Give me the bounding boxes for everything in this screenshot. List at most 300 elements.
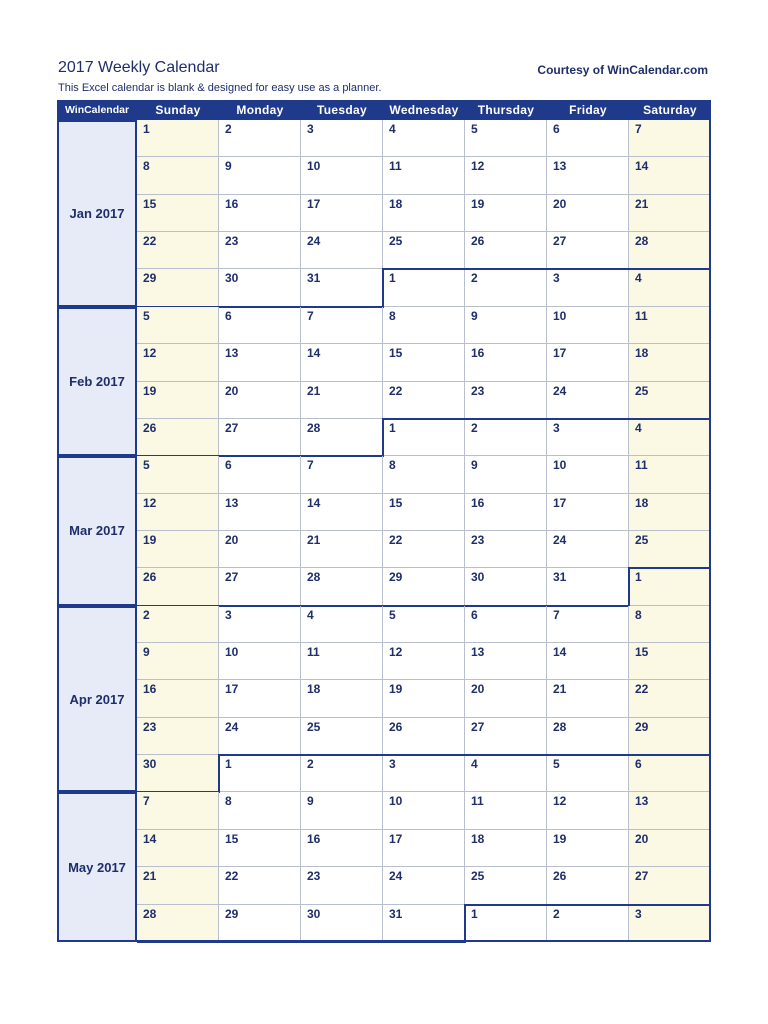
day-cell[interactable] <box>465 792 547 829</box>
day-number: 10 <box>307 159 321 174</box>
day-cell[interactable] <box>383 867 465 904</box>
day-number: 28 <box>553 719 567 734</box>
day-cell[interactable] <box>301 419 383 456</box>
day-cell[interactable] <box>629 419 711 456</box>
day-cell[interactable] <box>301 905 383 942</box>
day-cell[interactable] <box>629 606 711 643</box>
day-number: 24 <box>389 869 403 884</box>
day-cell[interactable] <box>465 157 547 194</box>
day-number: 8 <box>389 308 396 323</box>
day-number: 23 <box>471 383 485 398</box>
day-number: 21 <box>307 532 321 547</box>
day-number: 3 <box>389 757 396 772</box>
day-number: 26 <box>471 234 485 249</box>
day-number: 9 <box>307 794 314 809</box>
day-cell[interactable] <box>219 195 301 232</box>
day-number: 9 <box>143 645 150 660</box>
day-number: 25 <box>471 869 485 884</box>
day-cell[interactable] <box>383 643 465 680</box>
day-number: 17 <box>553 495 567 510</box>
day-number: 17 <box>307 196 321 211</box>
day-number: 23 <box>143 719 157 734</box>
day-number: 22 <box>635 682 649 697</box>
day-number: 14 <box>307 346 321 361</box>
day-cell[interactable] <box>383 157 465 194</box>
day-number: 6 <box>225 458 232 473</box>
day-number: 11 <box>635 308 648 323</box>
day-number: 21 <box>635 196 649 211</box>
day-cell[interactable] <box>301 867 383 904</box>
day-cell[interactable] <box>137 905 219 942</box>
day-cell[interactable] <box>301 643 383 680</box>
day-cell[interactable] <box>629 792 711 829</box>
day-cell[interactable] <box>547 680 629 717</box>
day-cell[interactable] <box>137 195 219 232</box>
day-cell[interactable] <box>465 905 547 942</box>
day-number: 5 <box>143 458 150 473</box>
day-number: 7 <box>553 607 560 622</box>
day-number: 16 <box>307 831 321 846</box>
day-number: 11 <box>471 794 484 809</box>
column-header-saturday: Saturday <box>643 103 697 117</box>
day-cell[interactable] <box>219 568 301 605</box>
day-cell[interactable] <box>219 456 301 493</box>
month-boundary-line <box>219 754 711 756</box>
day-cell[interactable] <box>219 120 301 157</box>
day-number: 27 <box>225 420 239 435</box>
day-number: 13 <box>471 645 485 660</box>
day-number: 2 <box>553 906 560 921</box>
day-cell[interactable] <box>465 643 547 680</box>
day-number: 12 <box>553 794 567 809</box>
day-cell[interactable] <box>547 830 629 867</box>
day-number: 8 <box>389 458 396 473</box>
day-cell[interactable] <box>547 494 629 531</box>
day-number: 20 <box>225 383 239 398</box>
day-cell[interactable] <box>383 419 465 456</box>
day-number: 3 <box>553 271 560 286</box>
day-cell[interactable] <box>547 269 629 306</box>
day-cell[interactable] <box>383 905 465 942</box>
day-number: 24 <box>225 719 239 734</box>
day-cell[interactable] <box>137 643 219 680</box>
day-number: 15 <box>635 645 649 660</box>
day-cell[interactable] <box>301 232 383 269</box>
day-cell[interactable] <box>383 680 465 717</box>
day-cell[interactable] <box>629 494 711 531</box>
day-number: 19 <box>389 682 403 697</box>
day-number: 15 <box>389 346 403 361</box>
day-number: 7 <box>635 122 642 136</box>
day-number: 17 <box>389 831 403 846</box>
day-cell[interactable] <box>301 531 383 568</box>
day-cell[interactable] <box>465 120 547 157</box>
day-number: 4 <box>635 420 642 435</box>
day-cell[interactable] <box>301 792 383 829</box>
day-cell[interactable] <box>219 419 301 456</box>
day-cell[interactable] <box>547 755 629 792</box>
day-cell[interactable] <box>301 680 383 717</box>
day-number: 12 <box>143 346 157 361</box>
month-label: Apr 2017 <box>57 606 137 793</box>
day-cell[interactable] <box>383 718 465 755</box>
day-cell[interactable] <box>629 643 711 680</box>
day-cell[interactable] <box>629 456 711 493</box>
day-number: 2 <box>471 271 478 286</box>
day-cell[interactable] <box>383 792 465 829</box>
day-cell[interactable] <box>547 867 629 904</box>
day-number: 26 <box>553 869 567 884</box>
day-cell[interactable] <box>547 344 629 381</box>
day-number: 15 <box>389 495 403 510</box>
day-cell[interactable] <box>301 307 383 344</box>
day-cell[interactable] <box>301 120 383 157</box>
day-cell[interactable] <box>383 195 465 232</box>
day-cell[interactable] <box>219 232 301 269</box>
day-number: 25 <box>389 234 403 249</box>
day-cell[interactable] <box>137 344 219 381</box>
day-cell[interactable] <box>219 382 301 419</box>
day-cell[interactable] <box>383 232 465 269</box>
day-cell[interactable] <box>629 531 711 568</box>
day-cell[interactable] <box>547 568 629 605</box>
day-cell[interactable] <box>219 344 301 381</box>
day-cell[interactable] <box>547 232 629 269</box>
day-cell[interactable] <box>547 456 629 493</box>
day-number: 8 <box>225 794 232 809</box>
day-cell[interactable] <box>629 568 711 605</box>
day-number: 20 <box>553 196 567 211</box>
day-number: 22 <box>225 869 239 884</box>
month-boundary-line <box>137 941 465 943</box>
day-number: 5 <box>389 607 396 622</box>
day-cell[interactable] <box>629 307 711 344</box>
day-cell[interactable] <box>301 195 383 232</box>
day-cell[interactable] <box>465 382 547 419</box>
day-number: 16 <box>143 682 157 697</box>
day-number: 4 <box>307 607 314 622</box>
day-number: 14 <box>143 831 157 846</box>
day-cell[interactable] <box>219 531 301 568</box>
day-cell[interactable] <box>219 718 301 755</box>
day-cell[interactable] <box>383 830 465 867</box>
day-cell[interactable] <box>219 867 301 904</box>
day-number: 31 <box>553 570 567 585</box>
day-cell[interactable] <box>629 232 711 269</box>
day-cell[interactable] <box>301 606 383 643</box>
day-cell[interactable] <box>137 232 219 269</box>
day-cell[interactable] <box>137 531 219 568</box>
day-cell[interactable] <box>219 643 301 680</box>
day-number: 31 <box>389 906 403 921</box>
day-cell[interactable] <box>465 568 547 605</box>
day-cell[interactable] <box>301 830 383 867</box>
day-cell[interactable] <box>137 867 219 904</box>
month-boundary-line <box>629 567 711 569</box>
day-cell[interactable] <box>629 830 711 867</box>
day-number: 26 <box>389 719 403 734</box>
column-header-friday: Friday <box>569 103 607 117</box>
day-cell[interactable] <box>383 120 465 157</box>
header-row <box>57 100 711 120</box>
day-number: 26 <box>143 420 157 435</box>
day-cell[interactable] <box>465 531 547 568</box>
day-number: 24 <box>553 532 567 547</box>
day-number: 27 <box>635 869 649 884</box>
day-cell[interactable] <box>137 382 219 419</box>
day-cell[interactable] <box>629 120 711 157</box>
day-number: 6 <box>553 122 560 136</box>
day-cell[interactable] <box>301 494 383 531</box>
day-cell[interactable] <box>465 269 547 306</box>
day-number: 1 <box>143 122 150 136</box>
day-cell[interactable] <box>219 307 301 344</box>
day-number: 30 <box>225 271 239 286</box>
day-number: 16 <box>471 346 485 361</box>
day-cell[interactable] <box>219 792 301 829</box>
day-number: 23 <box>471 532 485 547</box>
day-number: 22 <box>143 234 157 249</box>
day-cell[interactable] <box>465 830 547 867</box>
day-number: 29 <box>635 719 649 734</box>
day-cell[interactable] <box>137 419 219 456</box>
day-cell[interactable] <box>465 232 547 269</box>
day-cell[interactable] <box>465 307 547 344</box>
day-cell[interactable] <box>219 830 301 867</box>
day-cell[interactable] <box>219 606 301 643</box>
day-cell[interactable] <box>629 680 711 717</box>
day-cell[interactable] <box>547 419 629 456</box>
day-cell[interactable] <box>301 755 383 792</box>
day-cell[interactable] <box>383 456 465 493</box>
day-number: 19 <box>143 383 157 398</box>
day-number: 18 <box>635 346 649 361</box>
day-cell[interactable] <box>301 718 383 755</box>
day-number: 28 <box>635 234 649 249</box>
page-subtitle: This Excel calendar is blank & designed for easy use as a planner. <box>58 82 382 94</box>
day-cell[interactable] <box>137 269 219 306</box>
day-cell[interactable] <box>547 382 629 419</box>
day-number: 13 <box>225 495 239 510</box>
column-header-tuesday: Tuesday <box>317 103 367 117</box>
day-number: 3 <box>225 607 232 622</box>
day-cell[interactable] <box>629 195 711 232</box>
day-number: 15 <box>225 831 239 846</box>
day-number: 19 <box>553 831 567 846</box>
day-cell[interactable] <box>629 905 711 942</box>
day-cell[interactable] <box>465 456 547 493</box>
day-number: 1 <box>389 271 396 286</box>
day-number: 28 <box>307 420 321 435</box>
day-number: 15 <box>143 196 157 211</box>
day-number: 7 <box>307 458 314 473</box>
day-cell[interactable] <box>219 755 301 792</box>
day-cell[interactable] <box>629 755 711 792</box>
day-cell[interactable] <box>301 344 383 381</box>
day-cell[interactable] <box>137 456 219 493</box>
day-number: 14 <box>635 159 649 174</box>
month-boundary-line <box>628 567 630 606</box>
day-cell[interactable] <box>547 905 629 942</box>
day-number: 28 <box>307 570 321 585</box>
day-number: 21 <box>307 383 321 398</box>
day-number: 30 <box>307 906 321 921</box>
page-title: 2017 Weekly Calendar <box>58 59 220 76</box>
day-cell[interactable] <box>137 120 219 157</box>
day-number: 26 <box>143 570 157 585</box>
day-number: 6 <box>225 308 232 323</box>
day-cell[interactable] <box>547 307 629 344</box>
calendar-grid <box>57 120 711 942</box>
day-cell[interactable] <box>383 531 465 568</box>
day-number: 13 <box>553 159 567 174</box>
day-cell[interactable] <box>383 307 465 344</box>
day-number: 5 <box>143 308 150 323</box>
day-cell[interactable] <box>465 419 547 456</box>
day-cell[interactable] <box>219 905 301 942</box>
month-boundary-line <box>382 268 384 307</box>
day-number: 4 <box>635 271 642 286</box>
day-cell[interactable] <box>137 307 219 344</box>
day-number: 10 <box>553 458 567 473</box>
day-cell[interactable] <box>547 195 629 232</box>
day-cell[interactable] <box>629 344 711 381</box>
day-cell[interactable] <box>547 792 629 829</box>
day-cell[interactable] <box>301 382 383 419</box>
day-number: 18 <box>635 495 649 510</box>
day-cell[interactable] <box>219 269 301 306</box>
day-number: 6 <box>471 607 478 622</box>
column-header-wednesday: Wednesday <box>389 103 459 117</box>
day-cell[interactable] <box>301 456 383 493</box>
day-number: 4 <box>389 122 396 136</box>
day-number: 1 <box>635 570 642 585</box>
month-label: May 2017 <box>57 792 137 941</box>
day-number: 19 <box>143 532 157 547</box>
day-cell[interactable] <box>219 157 301 194</box>
day-cell[interactable] <box>383 494 465 531</box>
day-cell[interactable] <box>547 606 629 643</box>
day-number: 1 <box>225 757 232 772</box>
day-cell[interactable] <box>465 867 547 904</box>
day-number: 18 <box>389 196 403 211</box>
day-cell[interactable] <box>137 792 219 829</box>
day-cell[interactable] <box>383 344 465 381</box>
day-number: 3 <box>635 906 642 921</box>
day-cell[interactable] <box>383 755 465 792</box>
day-number: 2 <box>307 757 314 772</box>
day-number: 21 <box>143 869 157 884</box>
day-number: 28 <box>143 906 157 921</box>
day-cell[interactable] <box>383 382 465 419</box>
month-boundary-line <box>382 418 384 457</box>
day-cell[interactable] <box>465 718 547 755</box>
day-number: 5 <box>553 757 560 772</box>
day-cell[interactable] <box>137 606 219 643</box>
day-cell[interactable] <box>629 867 711 904</box>
day-cell[interactable] <box>547 120 629 157</box>
day-number: 10 <box>389 794 403 809</box>
day-cell[interactable] <box>465 195 547 232</box>
day-cell[interactable] <box>547 643 629 680</box>
day-cell[interactable] <box>547 531 629 568</box>
day-cell[interactable] <box>137 680 219 717</box>
day-cell[interactable] <box>547 157 629 194</box>
day-number: 13 <box>225 346 239 361</box>
day-number: 24 <box>307 234 321 249</box>
day-cell[interactable] <box>301 568 383 605</box>
day-cell[interactable] <box>383 606 465 643</box>
day-number: 10 <box>225 645 239 660</box>
day-number: 25 <box>635 532 649 547</box>
calendar-table <box>57 100 711 942</box>
month-label: Mar 2017 <box>57 456 137 605</box>
day-cell[interactable] <box>629 157 711 194</box>
day-cell[interactable] <box>219 494 301 531</box>
day-cell[interactable] <box>465 344 547 381</box>
day-cell[interactable] <box>383 269 465 306</box>
day-cell[interactable] <box>137 755 219 792</box>
courtesy-link[interactable]: Courtesy of WinCalendar.com <box>537 63 708 77</box>
day-number: 3 <box>553 420 560 435</box>
month-boundary-line <box>383 268 711 270</box>
day-cell[interactable] <box>547 718 629 755</box>
day-cell[interactable] <box>465 494 547 531</box>
month-boundary-line <box>464 904 466 943</box>
day-cell[interactable] <box>629 718 711 755</box>
column-header-wincalendar: WinCalendar <box>64 104 130 116</box>
day-number: 14 <box>307 495 321 510</box>
day-number: 1 <box>389 420 396 435</box>
day-number: 23 <box>307 869 321 884</box>
day-cell[interactable] <box>383 568 465 605</box>
day-number: 21 <box>553 682 567 697</box>
month-boundary-line <box>218 754 220 793</box>
day-number: 30 <box>471 570 485 585</box>
day-cell[interactable] <box>301 157 383 194</box>
day-cell[interactable] <box>301 269 383 306</box>
day-number: 2 <box>225 122 232 136</box>
day-number: 18 <box>471 831 485 846</box>
day-cell[interactable] <box>465 755 547 792</box>
day-number: 17 <box>553 346 567 361</box>
day-number: 25 <box>635 383 649 398</box>
day-number: 4 <box>471 757 478 772</box>
day-number: 20 <box>635 831 649 846</box>
day-cell[interactable] <box>629 269 711 306</box>
day-number: 1 <box>471 906 478 921</box>
day-cell[interactable] <box>465 680 547 717</box>
day-number: 18 <box>307 682 321 697</box>
day-cell[interactable] <box>137 718 219 755</box>
month-boundary-line <box>465 904 711 906</box>
day-cell[interactable] <box>465 606 547 643</box>
day-cell[interactable] <box>137 568 219 605</box>
day-cell[interactable] <box>629 382 711 419</box>
day-number: 6 <box>635 757 642 772</box>
day-number: 17 <box>225 682 239 697</box>
day-number: 27 <box>225 570 239 585</box>
day-number: 8 <box>143 159 150 174</box>
day-number: 29 <box>143 271 157 286</box>
day-cell[interactable] <box>137 830 219 867</box>
day-number: 7 <box>307 308 314 323</box>
day-number: 10 <box>553 308 567 323</box>
day-number: 29 <box>389 570 403 585</box>
day-cell[interactable] <box>219 680 301 717</box>
day-cell[interactable] <box>137 157 219 194</box>
day-cell[interactable] <box>137 494 219 531</box>
